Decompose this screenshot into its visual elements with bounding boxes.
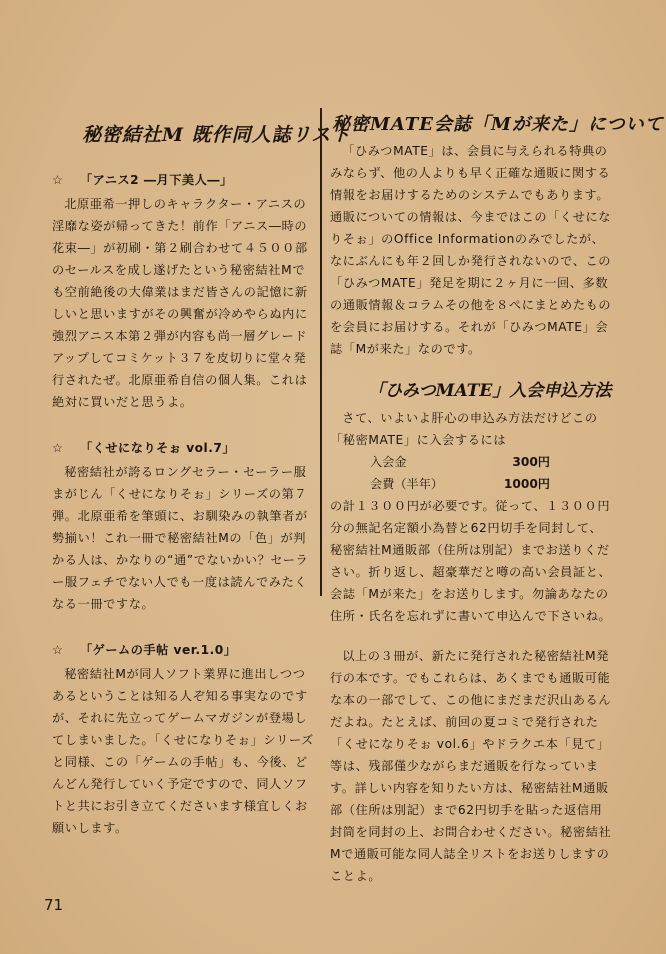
item-title: 「ゲームの手帖 ver.1.0」 [80,643,237,657]
item-body: 秘密結社Mが同人ソフト業界に進出しつつあるということは知る人ぞ知る事実なのですが、それに先立ってゲームマガジンが登場してしまいました。「くせになりそぉ」シリーズと同様、この「ゲームの手帖」も、今後、どんどん発行していく予定ですので、同人ソフトと共にお引き立てくださいます様宜しくお願いします。 [52,667,314,835]
closing-paragraph: 以上の３冊が、新たに発行された秘密結社M発行の本です。でもこれらは、あくまでも通販可能な本の一部でして、この他にまだまだ沢山あるんだよね。たとえば、前回の夏コミで発行された「くせになりそぉ vol.6」やドラクエ本「見て」等は、残部僅少ながらまだ通販を行なっています。詳しい内容を知りたい方は、秘密結社M通販部（住所は別記）まで62円切手を貼った返信用封筒を同封の上、お問合わせください。秘密結社Mで通販可能な同人誌全リストをお送りしますのことよ。 [330,649,612,883]
list-item [52,639,314,839]
item-title: 「くせになりそぉ vol.7」 [80,441,236,455]
fee-row [370,451,612,473]
left-column [52,110,352,839]
fee-row [370,473,612,495]
fee-value: 300円 [512,455,550,469]
left-heading: 秘密結社M 既作同人誌リスト [82,124,352,146]
star-icon: ☆ [52,173,64,187]
fee-label: 会費（半年） [370,477,444,491]
star-icon: ☆ [52,441,64,455]
right-heading: 秘密MATE会誌「Mが来た」について [332,114,664,135]
item-title: 「アニス2 ―月下美人―」 [80,173,233,187]
star-icon: ☆ [52,643,64,657]
intro-paragraph: 「ひみつMATE」は、会員に与えられる特典のみならず、他の人よりも早く正確な通販に関する情報をお届けするためのシステムでもあります。通販についての情報は、今まではこの「くせになりそぉ」のOffice Informationのみでしたが、なにぶんにも年２回しか発行されないので、この「ひみつMATE」発足を期に２ヶ月に一回、多数の通販情報＆コラムその他を８ぺにまとめたものを会員にお届けする。それが「ひみつMATE」会誌「Mが来た」なのです。 [330,144,612,356]
fee-label: 入会金 [370,455,407,469]
apply-heading: 「ひみつMATE」入会申込方法 [368,381,612,401]
fee-value: 1000円 [503,477,550,491]
list-item [52,437,314,615]
list-item [52,169,314,413]
apply-intro: さて、いよいよ肝心の申込み方法だけどこの「秘密MATE」に入会するには [330,411,598,447]
item-body: 秘密結社が誇るロングセラー・セーラー服まがじん「くせになりそぉ」シリーズの第７弾。北原亜希を筆頭に、お馴染みの執筆者が勢揃い！これ一冊で秘密結社Mの「色」が判かる人は、かなりの“通”でないかい？セーラー服フェチでない人でも一度は読んでみたくなる一冊ですな。 [52,465,309,611]
right-column [330,110,664,887]
apply-body: の計１３００円が必要です。従って、１３００円分の無記名定額小為替と62円切手を同封して、秘密結社M通販部（住所は別記）までお送りください。折り返し、超豪華だと噂の高い会員証と、会誌「Mが来た」をお送りします。勿論あなたの住所・氏名を忘れずに書いて申込んで下さいね。 [330,499,612,623]
page-number: 71 [44,896,64,914]
item-body: 北原亜希一押しのキャラクター・アニスの淫靡な姿が帰ってきた！前作「アニス―時の花束―」が初刷・第２刷合わせて４５００部のセールスを成し遂げたという秘密結社Mでも空前絶後の大偉業はまだ皆さんの記憶に新しいと思いますがその興奮が冷めやらぬ内に強烈アニス本第２弾が内容も尚一層グレードアップしてコミケット３７を皮切りに堂々発行されたぜ。北原亜希自信の個人集。これは絶対に買いだと思うよ。 [52,197,308,409]
column-divider [320,108,322,596]
